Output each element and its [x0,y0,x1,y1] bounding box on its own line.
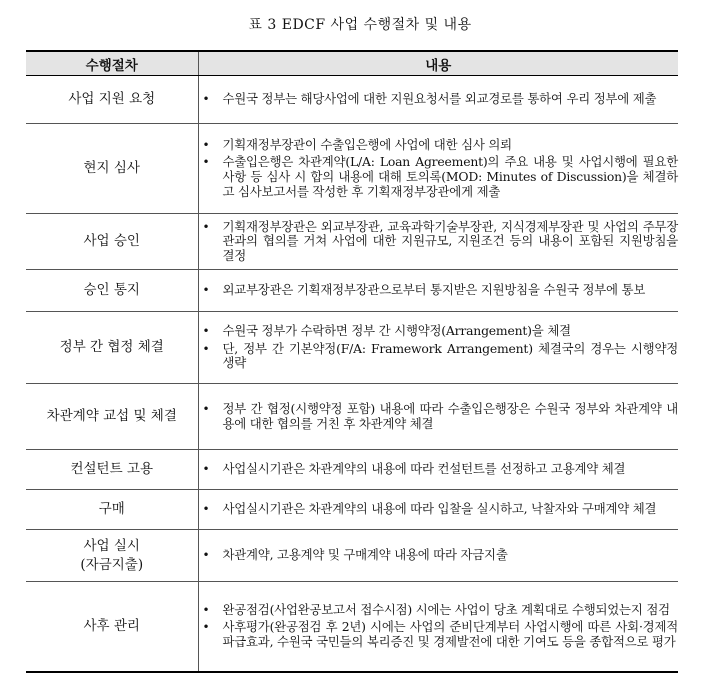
step-cell [26,124,198,214]
bullet-item [199,342,679,371]
step-label: 차관계약 교섭 및 체결 [46,408,177,424]
bullet-item [199,620,679,649]
bullet-item [199,502,679,517]
bullet-text: 완공점검(사업완공보고서 접수시점) 시에는 사업이 당초 계획대로 수행되었는지 점검 [222,601,670,617]
procedure-table [26,50,678,673]
content-cell [198,76,678,124]
bullet-dot-icon: • [202,462,210,477]
bullet-list [199,548,679,563]
step-cell [26,490,198,530]
bullet-item [199,402,679,431]
bullet-text: 외교부장관은 기획재정부장관으로부터 통지받은 지원방침을 수원국 정부에 통보 [222,282,646,298]
content-cell [198,384,678,450]
bullet-item [199,220,679,264]
bullet-dot-icon: • [202,137,210,152]
content-cell [198,582,678,672]
bullet-dot-icon: • [202,92,210,107]
bullet-list [199,502,679,517]
step-cell [26,450,198,490]
bullet-list [199,283,679,298]
bullet-dot-icon: • [202,155,210,170]
step-cell [26,214,198,270]
step-label: 컨설턴트 고용 [70,461,154,477]
step-cell [26,384,198,450]
step-cell [26,530,198,582]
step-label: 사업 실시 [83,537,140,554]
bullet-list [199,462,679,477]
bullet-item [199,155,679,199]
bullet-dot-icon: • [202,341,210,356]
table-title: 표 3 EDCF 사업 수행절차 및 내용 [248,17,472,33]
bullet-dot-icon: • [202,602,210,617]
bullet-text: 사후평가(완공점검 후 2년) 시에는 사업의 준비단계부터 사업시행에 따른 사회·경제적 파급효과, 수원국 국민들의 복리증진 및 경제발전에 대한 기여도 등을 종합적으로 평가 [222,619,678,650]
bullet-text: 기획재정부장관이 수출입은행에 사업에 대한 심사 의뢰 [222,136,512,152]
bullet-text: 수원국 정부는 해당사업에 대한 지원요청서를 외교경로를 통하여 우리 정부에 제출 [222,91,657,107]
step-label: 사후 관리 [83,617,140,634]
step-label: 사업 지원 요청 [68,91,156,107]
bullet-text: 단, 정부 간 기본약정(F/A: Framework Arrangement) 체결국의 경우는 시행약정 생략 [222,340,678,371]
bullet-list [199,138,679,199]
bullet-dot-icon: • [202,620,210,635]
content-cell [198,450,678,490]
step-cell [26,582,198,672]
bullet-dot-icon: • [202,502,210,517]
bullet-list [199,324,679,371]
bullet-dot-icon: • [202,219,210,234]
step-label: 사업 승인 [83,233,140,249]
content-cell [198,214,678,270]
table-row [26,124,678,214]
table-row [26,384,678,450]
bullet-dot-icon: • [202,548,210,563]
bullet-item [199,283,679,298]
content-cell [198,490,678,530]
step-label: 구매 [98,501,125,517]
bullet-list [199,220,679,264]
bullet-text: 사업실시기관은 차관계약의 내용에 따라 컨설턴트를 선정하고 고용계약 체결 [222,461,626,477]
header-row [26,51,678,76]
table-row [26,312,678,384]
bullet-item [199,603,679,618]
table-row [26,270,678,312]
content-cell [198,124,678,214]
content-cell [198,312,678,384]
bullet-text: 기획재정부장관은 외교부장관, 교육과학기술부장관, 지식경제부장관 및 사업의 주무장관과의 협의를 거쳐 사업에 대한 지원규모, 지원조건 등의 내용이 포함된 지원방침을 결정 [222,218,678,263]
table-row [26,450,678,490]
bullet-text: 사업실시기관은 차관계약의 내용에 따라 입찰을 실시하고, 낙찰자와 구매계약 체결 [222,501,657,517]
step-label: 승인 통지 [83,282,140,298]
table-row [26,582,678,672]
bullet-list [199,92,679,107]
content-cell [198,270,678,312]
table-row [26,214,678,270]
bullet-dot-icon: • [202,324,210,339]
table-row [26,530,678,582]
bullet-list [199,603,679,650]
bullet-text: 수원국 정부가 수락하면 정부 간 시행약정(Arrangement)을 체결 [222,323,571,339]
content-cell [198,530,678,582]
step-cell [26,270,198,312]
bullet-dot-icon: • [202,401,210,416]
bullet-text: 정부 간 협정(시행약정 포함) 내용에 따라 수출입은행장은 수원국 정부와 차관계약 내용에 대한 협의를 거친 후 차관계약 체결 [222,400,678,431]
step-label: 정부 간 협정 체결 [59,339,164,355]
step-cell [26,76,198,124]
bullet-item [199,92,679,107]
table-body [26,76,678,672]
table-row [26,76,678,124]
bullet-text: 차관계약, 고용계약 및 구매계약 내용에 따라 자금지출 [222,547,508,563]
table-row [26,490,678,530]
bullet-text: 수출입은행은 차관계약(L/A: Loan Agreement)의 주요 내용 및 사업시행에 필요한 사항 등 심사 시 합의 내용에 대해 토의록(MOD: Minutes of Discussion)을 체결하고 심사보고서를 작성한 후 기획재정부장관에게 제출 [222,154,678,199]
bullet-item [199,324,679,339]
header-step: 수행절차 [26,51,198,76]
bullet-item [199,548,679,563]
bullet-item [199,138,679,153]
bullet-item [199,462,679,477]
bullet-dot-icon: • [202,283,210,298]
header-content: 내용 [198,51,678,76]
step-label: 현지 심사 [83,160,140,176]
step-cell [26,312,198,384]
bullet-list [199,402,679,431]
step-label: (자금지출) [80,556,144,573]
